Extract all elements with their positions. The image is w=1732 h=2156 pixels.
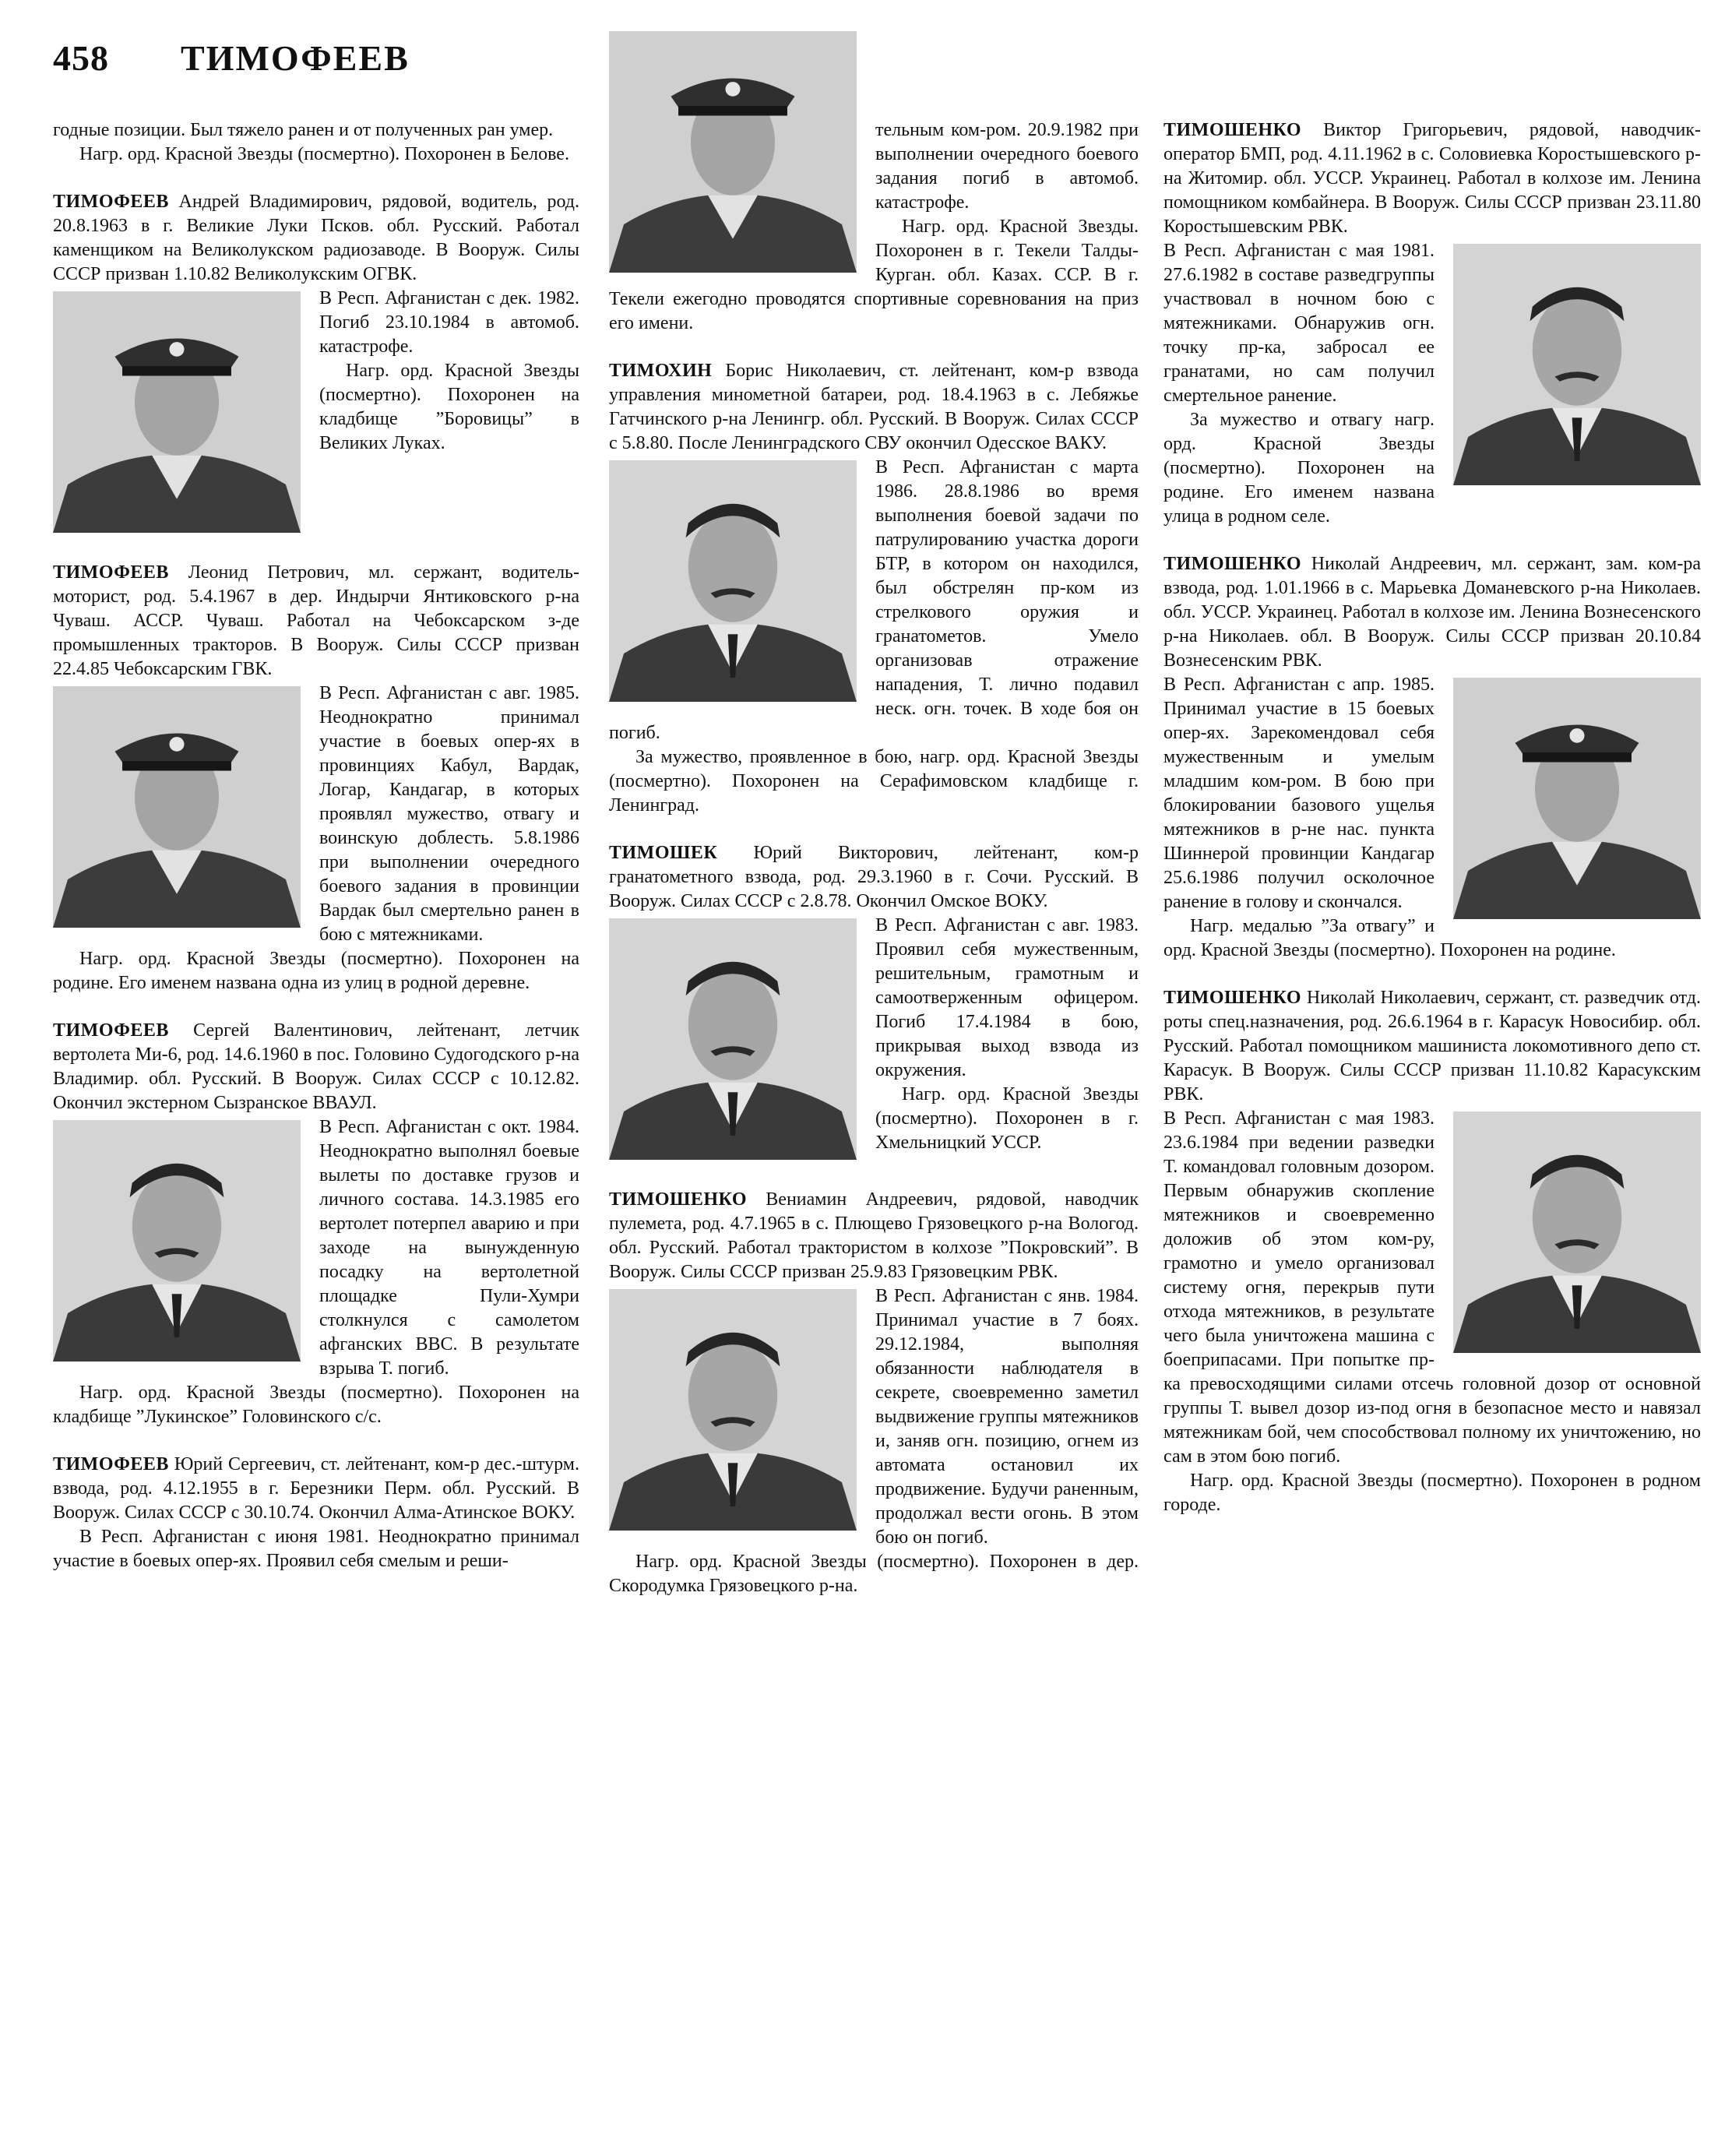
entry-paragraph: годные позиции. Был тяжело ранен и от полученных ран умер.: [53, 120, 554, 140]
entry-lead: ТИМОХИН Борис Николаевич, ст. лейтенант, ком-р взвода управления минометной батареи, род. 18.4.1963 в с. Лебяжье Гатчинского р-на Ленингр. обл. Русский. В Вооруж. Силах СССР с 5.8.80. После Ленинградского СВУ окончил Одесское ВАКУ.: [609, 361, 1139, 453]
portrait-photo: [609, 918, 857, 1160]
portrait-photo: [609, 31, 857, 273]
entry-timoshenko-viktor: [1163, 118, 1701, 529]
portrait-photo: [1453, 244, 1701, 485]
entry-lead: ТИМОФЕЕВ Юрий Сергеевич, ст. лейтенант, ком-р дес.-штурм. взвода, род. 4.12.1955 в г. Березники Перм. обл. Русский. В Вооруж. Силах СССР с 30.10.74. Окончил Алма-Атинское ВОКУ.: [53, 1454, 579, 1523]
page-number: 458: [53, 38, 109, 78]
entry-paragraph: В Респ. Афганистан с мая 1981. 27.6.1982 в составе разведгруппы участвовал в ночном бою с мятежниками. Обнаружив огн. точку пр-ка, забросал ее гранатами, но сам получил смертельное ранение.: [1163, 241, 1435, 406]
entry-paragraph: Нагр. орд. Красной Звезды. Похоронен в г. Текели Талды-Курган. обл. Казах. ССР. В г. Текели ежегодно проводятся спортивные соревнования на приз его имени.: [609, 217, 1139, 333]
entry-continuation: [609, 118, 1139, 336]
entry-surname: ТИМОХИН: [609, 361, 713, 381]
entry-paragraph: В Респ. Афганистан с окт. 1984. Неоднократно выполнял боевые вылеты по доставке грузов и личного состава. 14.3.1985 его вертолет потерпел аварию и при заходе на вынужденную посадку на вертолетной площадке Пули-Хумри столкнулся с самолетом афганских ВВС. В результате взрыва Т. погиб.: [319, 1117, 579, 1379]
entry-timoshenko-nikolay-andreevich: [1163, 552, 1701, 963]
entry-timofeev-andrey: [53, 190, 579, 537]
entry-paragraph: В Респ. Афганистан с авг. 1983. Проявил себя мужественным, решительным, грамотным и самоотверженным офицером. Погиб 17.4.1984 в бою, прикрывая выход взвода из окружения.: [875, 915, 1139, 1080]
entry-lead: ТИМОШЕНКО Николай Андреевич, мл. сержант, зам. ком-ра взвода, род. 1.01.1966 в с. Марьевка Доманевского р-на Николаев. обл. УССР. Украинец. Работал в колхозе им. Ленина Вознесенского р-на Николаев. обл. В Вооруж. Силы СССР призван 20.10.84 Вознесенским РВК.: [1163, 554, 1701, 671]
portrait-photo: [1453, 678, 1701, 919]
entry-surname: ТИМОШЕНКО: [1163, 554, 1301, 574]
entry-paragraph: В Респ. Афганистан с июня 1981. Неоднократно принимал участие в боевых опер-ях. Проявил себя смелым и реши-: [53, 1527, 579, 1571]
entry-paragraph: За мужество и отвагу нагр. орд. Красной Звезды (посмертно). Похоронен на родине. Его именем названа улица в родном селе.: [1163, 410, 1435, 527]
entry-paragraph: Нагр. орд. Красной Звезды (посмертно). Похоронен на кладбище ”Лукинское” Головинского с/с.: [53, 1383, 579, 1427]
entry-paragraph: За мужество, проявленное в бою, нагр. орд. Красной Звезды (посмертно). Похоронен на Серафимовском кладбище г. Ленинград.: [609, 747, 1139, 816]
entry-lead: ТИМОШЕНКО Виктор Григорьевич, рядовой, наводчик-оператор БМП, род. 4.11.1962 в с. Соловиевка Коростышевского р-на Житомир. обл. УССР. Украинец. Работал в колхозе им. Ленина помощником комбайнера. В Вооруж. Силы СССР призван 23.11.80 Коростышевским РВК.: [1163, 120, 1701, 237]
column-3: [1163, 118, 1701, 1541]
column-1: [53, 118, 579, 1597]
entry-lead: ТИМОШЕНКО Вениамин Андреевич, рядовой, наводчик пулемета, род. 4.7.1965 в с. Плющево Грязовецкого р-на Вологод. обл. Русский. Работал трактористом в колхозе ”Покровский”. В Вооруж. Силы СССР призван 25.9.83 Грязовецким РВК.: [609, 1189, 1139, 1282]
entry-paragraph: Нагр. орд. Красной Звезды (посмертно). Похоронен в дер. Скородумка Грязовецкого р-на.: [609, 1552, 1139, 1596]
portrait-photo: [53, 686, 301, 928]
entry-paragraph: В Респ. Афганистан с дек. 1982. Погиб 23.10.1984 в автомоб. катастрофе.: [319, 288, 579, 357]
entry-timofeev-yuriy: [53, 1453, 579, 1573]
entry-surname: ТИМОФЕЕВ: [53, 192, 169, 212]
running-head: ТИМОФЕЕВ: [181, 38, 410, 78]
entry-lead: ТИМОШЕК Юрий Викторович, лейтенант, ком-р гранатометного взвода, род. 29.3.1960 в г. Сочи. Русский. В Вооруж. Силах СССР с 2.8.78. Окончил Омское ВОКУ.: [609, 843, 1139, 911]
portrait-photo: [53, 1120, 301, 1362]
entry-paragraph: тельным ком-ром. 20.9.1982 при выполнении очередного боевого задания погиб в автомоб. катастрофе.: [875, 120, 1139, 213]
entry-timoshek-yuriy: [609, 841, 1139, 1164]
entry-paragraph: В Респ. Афганистан с авг. 1985. Неоднократно принимал участие в боевых опер-ях в провинциях Кабул, Вардак, Логар, Кандагар, в которых проявлял мужество, отвагу и воинскую доблесть. 5.8.1986 при выполнении очередного боевого задания в провинции Вардак был смертельно ранен в бою с мятежниками.: [319, 683, 579, 945]
entry-continuation: [53, 118, 579, 167]
entry-timoshenko-nikolay-nikolaevich: [1163, 986, 1701, 1517]
portrait-photo: [1453, 1111, 1701, 1353]
entry-timofeev-sergey: [53, 1019, 579, 1429]
entry-surname: ТИМОШЕНКО: [1163, 120, 1301, 140]
entry-paragraph: Нагр. медалью ”За отвагу” и орд. Красной Звезды (посмертно). Похоронен на родине.: [1163, 916, 1616, 960]
entry-paragraph: Нагр. орд. Красной Звезды (посмертно). Похоронен в родном городе.: [1163, 1471, 1701, 1515]
portrait-photo: [609, 1289, 857, 1531]
entry-lead: ТИМОФЕЕВ Леонид Петрович, мл. сержант, водитель-моторист, род. 5.4.1967 в дер. Индырчи Янтиковского р-на Чуваш. АССР. Чуваш. Работал на Чебоксарском з-де промышленных тракторов. В Вооруж. Силы СССР призван 22.4.85 Чебоксарским ГВК.: [53, 562, 579, 679]
entry-paragraph: В Респ. Афганистан с янв. 1984. Принимал участие в 7 боях. 29.12.1984, выполняя обязанности наблюдателя в секрете, своевременно заметил выдвижение группы мятежников и, заняв огн. позицию, огнем из автомата остановил их продвижение. Будучи раненным, продолжал вести огонь. В этом бою он погиб.: [875, 1286, 1139, 1548]
entry-lead: ТИМОФЕЕВ Сергей Валентинович, лейтенант, летчик вертолета Ми-6, род. 14.6.1960 в пос. Головино Судогодского р-на Владимир. обл. Русский. В Вооруж. Силах СССР с 10.12.82. Окончил экстерном Сызранское ВВАУЛ.: [53, 1020, 579, 1113]
entry-timokhin-boris: [609, 359, 1139, 818]
entry-paragraph: Нагр. орд. Красной Звезды (посмертно). Похоронен в Белове.: [79, 144, 569, 164]
entry-timoshenko-veniamin: [609, 1188, 1139, 1598]
entry-surname: ТИМОФЕЕВ: [53, 1020, 169, 1041]
entry-lead: ТИМОШЕНКО Николай Николаевич, сержант, ст. разведчик отд. роты спец.назначения, род. 26.6.1964 в г. Карасук Новосибир. обл. Русский. Работал помощником машиниста локомотивного депо ст. Карасук. В Вооруж. Силы СССР призван 11.10.82 Карасукским РВК.: [1163, 988, 1701, 1104]
entry-paragraph: Нагр. орд. Красной Звезды (посмертно). Похоронен на родине. Его именем названа одна из улиц в родной деревне.: [53, 949, 579, 993]
entry-surname: ТИМОШЕНКО: [1163, 988, 1301, 1008]
entry-paragraph: В Респ. Афганистан с марта 1986. 28.8.1986 во время выполнения боевой задачи по патрулированию участка дороги БТР, в котором он находился, был обстрелян пр-ком из стрелкового оружия и гранатометов. Умело организовав отражение нападения, Т. лично подавил неск. огн. точек. В ходе боя он погиб.: [609, 457, 1139, 743]
column-2: [609, 118, 1139, 1622]
portrait-photo: [609, 460, 857, 702]
entry-surname: ТИМОФЕЕВ: [53, 1454, 169, 1474]
entry-surname: ТИМОФЕЕВ: [53, 562, 169, 583]
entry-surname: ТИМОШЕК: [609, 843, 718, 863]
entry-paragraph: Нагр. орд. Красной Звезды (посмертно). Похоронен в г. Хмельницкий УССР.: [875, 1084, 1139, 1153]
entry-timofeev-leonid: [53, 561, 579, 995]
entry-lead: ТИМОФЕЕВ Андрей Владимирович, рядовой, водитель, род. 20.8.1963 в г. Великие Луки Псков. обл. Русский. Работал каменщиком на Великолукском радиозаводе. В Вооруж. Силы СССР призван 1.10.82 Великолукским ОГВК.: [53, 192, 579, 284]
entry-paragraph: В Респ. Афганистан с мая 1983. 23.6.1984 при ведении разведки Т. командовал головным дозором. Первым обнаружив скопление мятежников и своевременно доложив об этом ком-ру, грамотно и умело организовал систему огня, перекрыв пути отхода мятежников, в результате чего была уничтожена машина с боеприпасами. При попытке пр-ка превосходящими силами отсечь головной дозор от основной группы Т. вывел дозор из-под огня в безопасное место и навязал мятежникам бой, чем способствовал полному их уничтожению, но сам в этом бою погиб.: [1163, 1108, 1701, 1467]
entry-surname: ТИМОШЕНКО: [609, 1189, 747, 1210]
portrait-photo: [53, 291, 301, 533]
entry-paragraph: Нагр. орд. Красной Звезды (посмертно). Похоронен на кладбище ”Боровицы” в Великих Луках.: [319, 361, 579, 453]
entry-paragraph: В Респ. Афганистан с апр. 1985. Принимал участие в 15 боевых опер-ях. Зарекомендовал себя мужественным и умелым младшим ком-ром. В бою при блокировании базового ущелья мятежников в р-не нас. пункта Шиннерой провинции Кандагар 25.6.1986 получил осколочное ранение в голову и скончался.: [1163, 675, 1435, 912]
